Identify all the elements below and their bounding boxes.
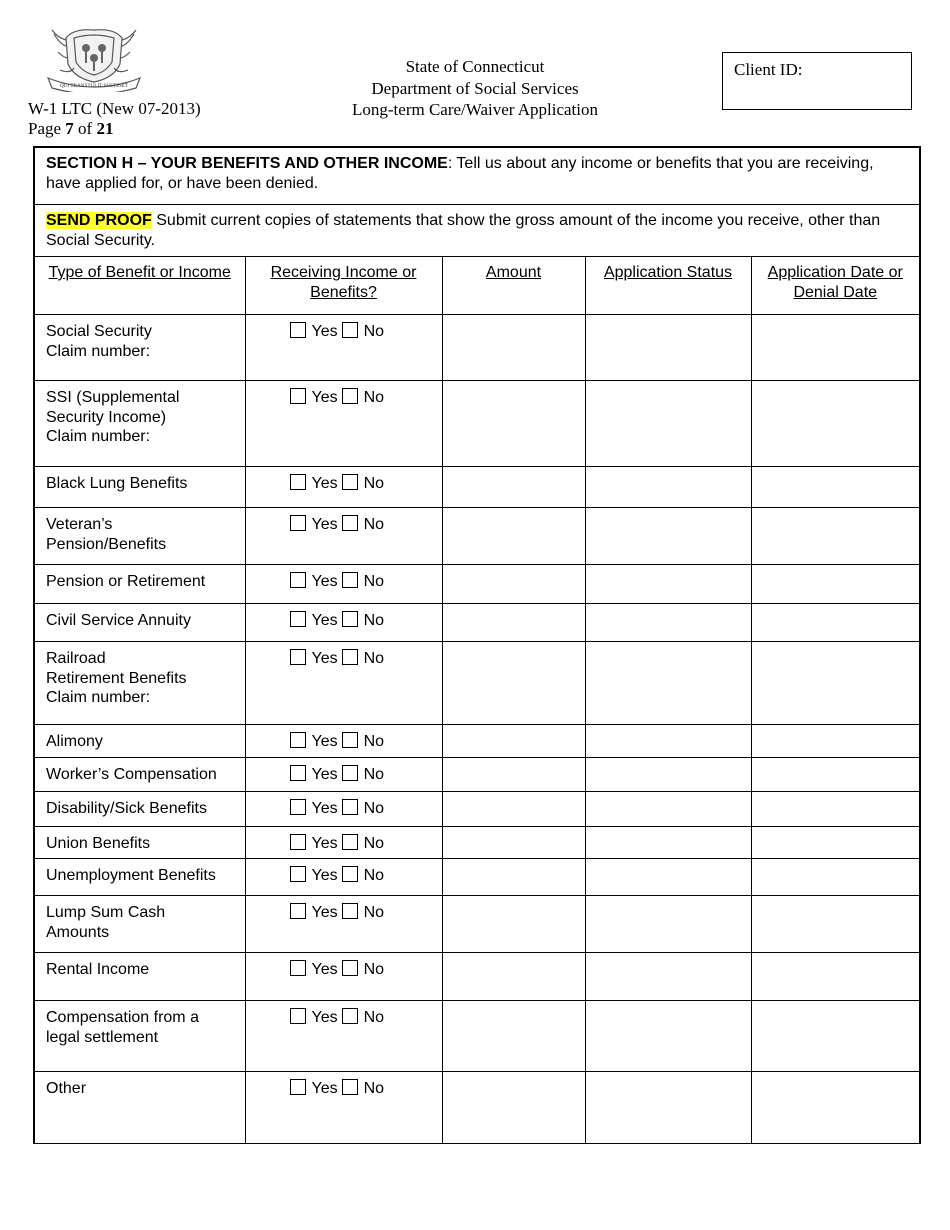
benefit-type-line: Disability/Sick Benefits (46, 800, 207, 817)
yes-label: Yes (311, 612, 338, 629)
column-header-date: Application Date or Denial Date (751, 257, 920, 315)
no-checkbox[interactable] (342, 515, 358, 531)
amount-field[interactable] (442, 604, 585, 642)
yes-checkbox[interactable] (290, 611, 306, 627)
application-status-field[interactable] (585, 725, 751, 758)
receiving-cell (245, 792, 442, 827)
yes-label: Yes (311, 961, 338, 978)
application-date-field[interactable] (751, 1072, 920, 1144)
yes-checkbox[interactable] (290, 834, 306, 850)
benefit-type-line: Claim number: (46, 342, 151, 360)
no-checkbox[interactable] (342, 322, 358, 338)
application-date-field[interactable] (751, 725, 920, 758)
no-label: No (363, 800, 385, 817)
agency-header (300, 56, 650, 121)
yes-checkbox[interactable] (290, 322, 306, 338)
form-number: W-1 LTC (New 07-2013) (28, 99, 201, 118)
application-date-field[interactable] (751, 565, 920, 604)
application-status-field[interactable] (585, 381, 751, 467)
yes-checkbox[interactable] (290, 960, 306, 976)
application-date-field[interactable] (751, 953, 920, 1001)
benefit-type-line: Railroad (46, 650, 106, 667)
application-date-field[interactable] (751, 315, 920, 381)
benefit-type (34, 953, 245, 1001)
no-checkbox[interactable] (342, 903, 358, 919)
no-label: No (363, 961, 385, 978)
no-label: No (363, 573, 385, 590)
amount-field[interactable] (442, 467, 585, 508)
no-checkbox[interactable] (342, 834, 358, 850)
application-status-field[interactable] (585, 467, 751, 508)
no-label: No (363, 650, 385, 667)
application-date-field[interactable] (751, 792, 920, 827)
no-label: No (363, 835, 385, 852)
application-status-field[interactable] (585, 859, 751, 896)
table-row (34, 508, 920, 565)
benefit-type-line: Unemployment Benefits (46, 867, 216, 884)
amount-field[interactable] (442, 642, 585, 725)
amount-field[interactable] (442, 1072, 585, 1144)
benefit-type-line: Pension or Retirement (46, 573, 206, 590)
receiving-cell (245, 859, 442, 896)
application-status-field[interactable] (585, 758, 751, 792)
yes-label: Yes (311, 733, 338, 750)
yes-checkbox[interactable] (290, 474, 306, 490)
application-status-field[interactable] (585, 642, 751, 725)
department-name: Department of Social Services (371, 78, 579, 98)
application-status-field[interactable] (585, 565, 751, 604)
benefit-type (34, 381, 245, 467)
application-status-field[interactable] (585, 896, 751, 953)
section-intro (34, 147, 920, 205)
receiving-cell (245, 565, 442, 604)
table-row (34, 565, 920, 604)
table-row (34, 642, 920, 725)
benefit-type-line: legal settlement (46, 1028, 159, 1046)
yes-checkbox[interactable] (290, 649, 306, 665)
benefit-type (34, 315, 245, 381)
amount-field[interactable] (442, 381, 585, 467)
receiving-cell (245, 642, 442, 725)
application-date-field[interactable] (751, 467, 920, 508)
receiving-cell (245, 1001, 442, 1072)
benefit-type-line: Civil Service Annuity (46, 612, 191, 629)
seal-motto: QUI TRANSTULIT SUSTINET (59, 83, 129, 89)
column-header-status: Application Status (585, 257, 751, 315)
section-description: : Tell us about any income or benefits that you are receiving, have applied for, or have been denied. (46, 155, 874, 192)
receiving-cell (245, 827, 442, 859)
table-row (34, 1001, 920, 1072)
benefit-type-line: Pension/Benefits (46, 535, 167, 553)
amount-field[interactable] (442, 725, 585, 758)
application-date-field[interactable] (751, 758, 920, 792)
application-date-field[interactable] (751, 508, 920, 565)
application-date-field[interactable] (751, 896, 920, 953)
column-header-amount: Amount (442, 257, 585, 315)
table-row (34, 953, 920, 1001)
benefits-table (33, 146, 921, 1144)
benefit-type (34, 1001, 245, 1072)
receiving-cell (245, 758, 442, 792)
amount-field[interactable] (442, 827, 585, 859)
table-row (34, 725, 920, 758)
table-row (34, 315, 920, 381)
application-status-field[interactable] (585, 1001, 751, 1072)
amount-field[interactable] (442, 792, 585, 827)
table-row (34, 381, 920, 467)
benefit-type (34, 792, 245, 827)
receiving-cell (245, 315, 442, 381)
receiving-cell (245, 896, 442, 953)
application-date-field[interactable] (751, 642, 920, 725)
benefit-type (34, 758, 245, 792)
yes-checkbox[interactable] (290, 765, 306, 781)
benefit-type-line: Worker’s Compensation (46, 766, 217, 783)
yes-label: Yes (311, 867, 338, 884)
no-checkbox[interactable] (342, 1008, 358, 1024)
receiving-cell (245, 1072, 442, 1144)
receiving-cell (245, 604, 442, 642)
benefit-type-line: Union Benefits (46, 835, 151, 852)
no-label: No (363, 389, 385, 406)
amount-field[interactable] (442, 758, 585, 792)
benefit-type-line: Veteran’s (46, 516, 113, 533)
application-status-field[interactable] (585, 953, 751, 1001)
table-row (34, 827, 920, 859)
table-row (34, 896, 920, 953)
page-number: Page 7 of 21 (28, 119, 114, 138)
application-status-field[interactable] (585, 827, 751, 859)
application-status-field[interactable] (585, 792, 751, 827)
receiving-cell (245, 467, 442, 508)
table-row (34, 792, 920, 827)
yes-label: Yes (311, 323, 338, 340)
benefit-type (34, 896, 245, 953)
application-title: Long-term Care/Waiver Application (352, 100, 598, 119)
yes-checkbox[interactable] (290, 1008, 306, 1024)
benefit-type-line: Claim number: (46, 689, 151, 706)
benefit-type-line: SSI (Supplemental (46, 389, 180, 406)
application-status-field[interactable] (585, 508, 751, 565)
benefit-type-line: Retirement Benefits (46, 669, 187, 687)
application-status-field[interactable] (585, 315, 751, 381)
application-date-field[interactable] (751, 827, 920, 859)
send-proof-text: Submit current copies of statements that show the gross amount of the income you receive, other than Social Security. (46, 212, 881, 249)
yes-checkbox[interactable] (290, 866, 306, 882)
benefit-type (34, 859, 245, 896)
no-checkbox[interactable] (342, 388, 358, 404)
benefit-type-line: Black Lung Benefits (46, 475, 188, 492)
table-row (34, 1072, 920, 1144)
state-name: State of Connecticut (405, 57, 545, 76)
no-label: No (363, 733, 385, 750)
receiving-cell (245, 725, 442, 758)
yes-label: Yes (311, 1080, 338, 1097)
no-checkbox[interactable] (342, 611, 358, 627)
no-checkbox[interactable] (342, 1079, 358, 1095)
benefit-type (34, 508, 245, 565)
yes-label: Yes (311, 573, 338, 590)
no-checkbox[interactable] (342, 960, 358, 976)
no-checkbox[interactable] (342, 732, 358, 748)
no-checkbox[interactable] (342, 799, 358, 815)
application-date-field[interactable] (751, 1001, 920, 1072)
benefit-type-line: Lump Sum Cash (46, 904, 166, 921)
amount-field[interactable] (442, 315, 585, 381)
section-title: SECTION H – YOUR BENEFITS AND OTHER INCOME (46, 155, 448, 172)
amount-field[interactable] (442, 953, 585, 1001)
table-row (34, 604, 920, 642)
no-label: No (363, 867, 385, 884)
benefit-type-line: Amounts (46, 923, 110, 941)
no-checkbox[interactable] (342, 474, 358, 490)
no-label: No (363, 904, 385, 921)
receiving-cell (245, 508, 442, 565)
application-status-field[interactable] (585, 1072, 751, 1144)
benefit-type-line: Claim number: (46, 428, 151, 445)
benefit-type (34, 642, 245, 725)
no-label: No (363, 766, 385, 783)
send-proof-note (34, 205, 920, 257)
yes-checkbox[interactable] (290, 799, 306, 815)
application-date-field[interactable] (751, 381, 920, 467)
yes-label: Yes (311, 904, 338, 921)
receiving-cell (245, 953, 442, 1001)
benefit-type (34, 467, 245, 508)
no-checkbox[interactable] (342, 866, 358, 882)
yes-checkbox[interactable] (290, 903, 306, 919)
no-label: No (363, 1009, 385, 1026)
yes-label: Yes (311, 835, 338, 852)
table-row (34, 859, 920, 896)
benefit-type-line: Social Security (46, 323, 152, 340)
yes-label: Yes (311, 516, 338, 533)
column-header-type: Type of Benefit or Income (34, 257, 245, 315)
benefit-type-line: Rental Income (46, 961, 150, 978)
column-header-receiving: Receiving Income or Benefits? (245, 257, 442, 315)
benefit-type (34, 565, 245, 604)
form-identifier (28, 99, 201, 139)
receiving-cell (245, 381, 442, 467)
no-label: No (363, 1080, 385, 1097)
yes-label: Yes (311, 800, 338, 817)
no-checkbox[interactable] (342, 572, 358, 588)
no-label: No (363, 516, 385, 533)
benefit-type-line: Other (46, 1080, 87, 1097)
benefit-type (34, 725, 245, 758)
benefit-type-line: Compensation from a (46, 1009, 199, 1026)
amount-field[interactable] (442, 1001, 585, 1072)
application-date-field[interactable] (751, 859, 920, 896)
application-status-field[interactable] (585, 604, 751, 642)
yes-label: Yes (311, 650, 338, 667)
amount-field[interactable] (442, 565, 585, 604)
state-seal-logo (44, 24, 144, 92)
yes-label: Yes (311, 766, 338, 783)
table-row (34, 758, 920, 792)
client-id-label: Client ID: (734, 60, 803, 79)
client-id-field[interactable] (722, 52, 912, 110)
amount-field[interactable] (442, 896, 585, 953)
yes-checkbox[interactable] (290, 388, 306, 404)
amount-field[interactable] (442, 859, 585, 896)
no-checkbox[interactable] (342, 765, 358, 781)
application-date-field[interactable] (751, 604, 920, 642)
yes-checkbox[interactable] (290, 572, 306, 588)
yes-label: Yes (311, 475, 338, 492)
benefit-type (34, 604, 245, 642)
benefit-type (34, 827, 245, 859)
no-label: No (363, 323, 385, 340)
yes-label: Yes (311, 1009, 338, 1026)
benefit-type-line: Alimony (46, 733, 103, 750)
send-proof-label: SEND PROOF (46, 212, 152, 229)
amount-field[interactable] (442, 508, 585, 565)
table-row (34, 467, 920, 508)
no-checkbox[interactable] (342, 649, 358, 665)
no-label: No (363, 475, 385, 492)
no-label: No (363, 612, 385, 629)
yes-checkbox[interactable] (290, 1079, 306, 1095)
yes-label: Yes (311, 389, 338, 406)
benefit-type-line: Security Income) (46, 408, 167, 426)
benefit-type (34, 1072, 245, 1144)
yes-checkbox[interactable] (290, 732, 306, 748)
yes-checkbox[interactable] (290, 515, 306, 531)
